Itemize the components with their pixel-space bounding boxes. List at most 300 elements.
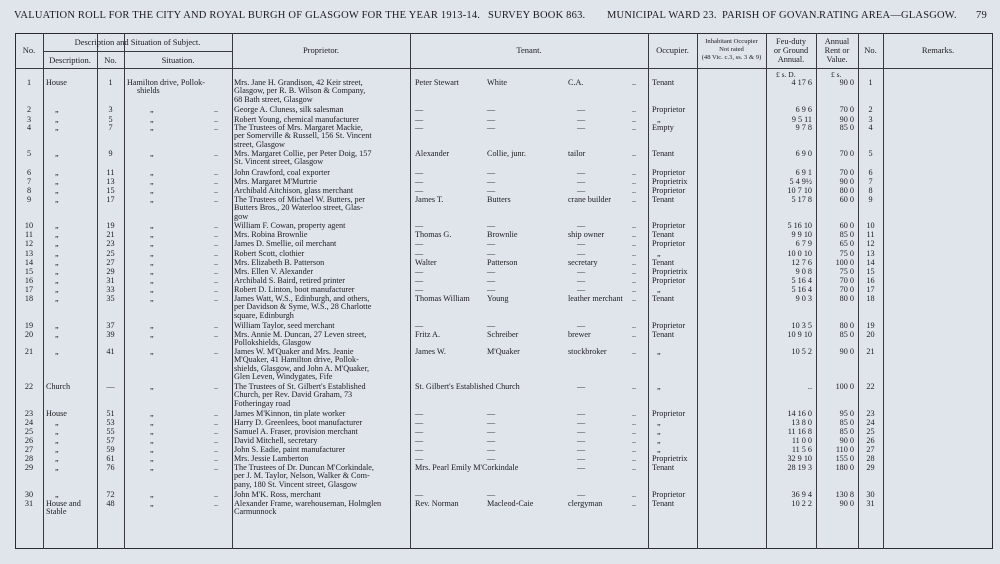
column-rule xyxy=(883,33,884,549)
description-cont: Stable xyxy=(46,507,67,516)
house-number: 31 xyxy=(106,276,115,285)
house-number: 41 xyxy=(106,347,115,356)
proprietor-line: Mrs. Jane H. Grandison, 42 Keir street, xyxy=(234,78,363,87)
occupier: Proprietor xyxy=(652,105,686,114)
house-number: 61 xyxy=(106,454,115,463)
description: „ xyxy=(55,177,59,186)
tenant-surname: — xyxy=(487,177,496,186)
entry-number: 23 xyxy=(24,409,34,418)
house-number: 35 xyxy=(106,294,115,303)
occupier: „ xyxy=(657,115,661,124)
tenant-surname: Collie, junr. xyxy=(487,149,526,158)
description: „ xyxy=(55,285,59,294)
proprietor-line: Mrs. Jessie Lamberton xyxy=(234,454,309,463)
proprietor-line: Butters Bros., 20 Waterloo street, Glas- xyxy=(234,203,363,213)
feu-duty: 6 9 0 xyxy=(795,149,812,158)
occupier: Proprietor xyxy=(652,186,686,195)
feu-duty: 11 0 0 xyxy=(791,436,812,445)
proprietor-line: per Davidson & Syme, W.S., 28 Charlotte xyxy=(234,302,372,312)
description: „ xyxy=(55,239,59,248)
tenant-designation: — xyxy=(577,436,586,445)
tenant-forename: James W. xyxy=(415,347,446,356)
col-inhabitant-line: Inhabitant Occupier xyxy=(705,38,758,45)
annual-rent: 85 0 xyxy=(839,230,854,239)
tenant-designation: brewer xyxy=(568,330,591,339)
leader-dots: .. xyxy=(632,258,637,267)
feu-units: £ s. D. xyxy=(776,70,796,79)
situation: „ xyxy=(150,490,154,499)
col-proprietor: Proprietor. xyxy=(302,45,340,55)
rent-units: £ s. xyxy=(831,70,842,79)
page-number: 79 xyxy=(976,10,987,21)
tenant-designation: stockbroker xyxy=(568,347,607,356)
entry-number: 9 xyxy=(26,195,32,204)
proprietor-line: Mrs. Annie M. Duncan, 27 Leven street, xyxy=(234,330,367,339)
situation: „ xyxy=(150,186,154,195)
proprietor-line: James D. Smellie, oil merchant xyxy=(234,239,337,248)
annual-rent: 60 0 xyxy=(839,195,854,204)
tenant-surname: M'Quaker xyxy=(487,347,520,356)
proprietor-line: George A. Cluness, silk salesman xyxy=(234,105,344,114)
leader-dots: .. xyxy=(632,321,637,330)
leader-dots: .. xyxy=(214,463,219,472)
situation: „ xyxy=(150,294,154,303)
entry-number-right: 27 xyxy=(866,445,875,454)
entry-number-right: 26 xyxy=(866,436,875,445)
col-rent-line: Value. xyxy=(826,55,848,64)
entry-number-right: 13 xyxy=(866,249,875,258)
annual-rent: 70 0 xyxy=(839,105,854,114)
entry-number: 25 xyxy=(24,427,34,436)
entry-number-right: 4 xyxy=(868,123,873,132)
description: House and xyxy=(46,499,81,508)
tenant-designation: — xyxy=(577,177,586,186)
tenant-surname: Macleod-Caie xyxy=(487,499,534,508)
description: „ xyxy=(55,249,59,258)
entry-number: 20 xyxy=(24,330,34,339)
leader-dots: .. xyxy=(632,168,637,177)
entry-number: 12 xyxy=(24,239,34,248)
annual-rent: 90 0 xyxy=(839,115,854,124)
annual-rent: 90 0 xyxy=(839,436,854,445)
entry-number: 27 xyxy=(24,445,34,454)
leader-dots: .. xyxy=(214,258,219,267)
proprietor-line: Harry D. Greenlees, boot manufacturer xyxy=(234,418,363,427)
annual-rent: 80 0 xyxy=(839,321,854,330)
proprietor-line: per Somerville & Russell, 156 St. Vincent xyxy=(234,131,372,141)
entry-number-right: 16 xyxy=(866,276,875,285)
occupier: „ xyxy=(657,285,661,294)
roll-title: VALUATION ROLL FOR THE CITY AND ROYAL BURGH OF GLASGOW FOR THE YEAR 1913-14. xyxy=(14,10,481,21)
proprietor-line: David Mitchell, secretary xyxy=(234,436,318,445)
proprietor-line: Glasgow, per R. B. Wilson & Company, xyxy=(234,86,366,96)
leader-dots: .. xyxy=(214,409,219,418)
tenant-designation: — xyxy=(577,186,586,195)
description: „ xyxy=(55,454,59,463)
entry-number: 18 xyxy=(24,294,34,303)
description: „ xyxy=(55,436,59,445)
col-inhabitant-line: (48 Vic. c.3, ss. 3 & 9) xyxy=(701,54,762,61)
leader-dots: .. xyxy=(214,294,219,303)
occupier: Proprietor xyxy=(652,321,686,330)
situation: „ xyxy=(150,230,154,239)
tenant-designation: clergyman xyxy=(568,499,603,508)
annual-rent: 95 0 xyxy=(839,409,854,418)
leader-dots: .. xyxy=(214,454,219,463)
leader-dots: .. xyxy=(214,418,219,427)
col-feu-line: Feu-duty xyxy=(776,37,806,46)
description: House xyxy=(46,78,67,87)
entry-number: 24 xyxy=(24,418,34,427)
situation: „ xyxy=(150,382,154,391)
tenant-forename: Walter xyxy=(415,258,437,267)
feu-duty: 5 17 8 xyxy=(791,195,812,204)
tenant-forename: — xyxy=(415,321,424,330)
leader-dots: .. xyxy=(632,436,637,445)
situation: „ xyxy=(150,463,154,472)
annual-rent: 70 0 xyxy=(839,149,854,158)
annual-rent: 65 0 xyxy=(839,239,854,248)
tenant-designation: — xyxy=(577,321,586,330)
house-number: 72 xyxy=(106,490,115,499)
situation: „ xyxy=(150,285,154,294)
occupier: Tenant xyxy=(652,149,675,158)
occupier: Proprietrix xyxy=(652,454,688,463)
proprietor-line: Mrs. Margaret Collie, per Peter Doig, 157 xyxy=(234,149,372,158)
column-rule xyxy=(816,33,817,549)
house-number: 21 xyxy=(106,230,115,239)
annual-rent: 90 0 xyxy=(839,499,854,508)
col-inhabitant-line: Not rated xyxy=(719,46,744,53)
situation: „ xyxy=(150,276,154,285)
tenant-surname: — xyxy=(487,115,496,124)
col-feu-line: Annual. xyxy=(777,55,805,64)
house-number: 48 xyxy=(106,499,115,508)
entry-number: 21 xyxy=(24,347,34,356)
proprietor-line: Samuel A. Fraser, provision merchant xyxy=(234,427,358,436)
leader-dots: .. xyxy=(632,427,637,436)
situation: Hamilton drive, Pollok- xyxy=(127,78,206,87)
annual-rent: 180 0 xyxy=(835,463,854,472)
proprietor-line: gow xyxy=(234,211,249,221)
occupier: Proprietor xyxy=(652,168,686,177)
entry-number-right: 8 xyxy=(868,186,873,195)
tenant-forename: Peter Stewart xyxy=(415,78,459,87)
situation: „ xyxy=(150,330,154,339)
feu-duty: 5 16 10 xyxy=(787,221,812,230)
tenant-designation: — xyxy=(577,267,586,276)
situation: „ xyxy=(150,436,154,445)
description: „ xyxy=(55,347,59,356)
description: Church xyxy=(46,382,71,391)
col-description: Description. xyxy=(49,55,91,65)
tenant-designation: — xyxy=(577,105,586,114)
house-number: 76 xyxy=(106,463,115,472)
column-rule xyxy=(410,33,411,549)
tenant-forename: — xyxy=(415,186,424,195)
proprietor-line: Robert Scott, clothier xyxy=(234,249,305,258)
col-rent-line: Rent or xyxy=(824,46,850,55)
leader-dots: .. xyxy=(214,445,219,454)
entry-number-right: 28 xyxy=(866,454,875,463)
feu-duty: 12 7 6 xyxy=(791,258,812,267)
entry-number-right: 23 xyxy=(866,409,875,418)
feu-duty: 10 3 5 xyxy=(791,321,812,330)
tenant-designation: — xyxy=(577,115,586,124)
tenant-forename: Thomas William xyxy=(415,294,470,303)
description: „ xyxy=(55,115,59,124)
occupier: „ xyxy=(657,382,661,391)
header-subrule xyxy=(43,51,232,52)
situation: „ xyxy=(150,149,154,158)
proprietor-line: Archibald S. Baird, retired printer xyxy=(234,276,345,285)
proprietor-line: St. Vincent street, Glasgow xyxy=(234,157,324,167)
entry-number-right: 11 xyxy=(866,230,875,239)
entry-number: 5 xyxy=(26,149,32,158)
house-number: 19 xyxy=(106,221,115,230)
proprietor-line: James Watt, W.S., Edinburgh, and others, xyxy=(234,294,370,303)
tenant-surname: — xyxy=(487,249,496,258)
col-rent-line: Annual xyxy=(824,37,850,46)
situation: „ xyxy=(150,168,154,177)
house-number: 11 xyxy=(106,168,115,177)
house-number: 5 xyxy=(108,115,113,124)
occupier: „ xyxy=(657,418,661,427)
occupier: Tenant xyxy=(652,294,675,303)
leader-dots: .. xyxy=(214,186,219,195)
proprietor-line: Pollokshields, Glasgow xyxy=(234,338,312,348)
feu-duty: 11 5 6 xyxy=(791,445,812,454)
leader-dots: .. xyxy=(632,454,637,463)
leader-dots: .. xyxy=(214,347,219,356)
tenant-surname: — xyxy=(487,186,496,195)
tenant-designation: — xyxy=(577,418,586,427)
entry-number: 8 xyxy=(26,186,32,195)
tenant-designation: leather merchant xyxy=(568,294,623,303)
tenant-forename: Thomas G. xyxy=(415,230,452,239)
entry-number-right: 2 xyxy=(868,105,873,114)
leader-dots: .. xyxy=(632,78,637,87)
occupier: Tenant xyxy=(652,330,675,339)
col-occupier: Occupier. xyxy=(656,45,689,55)
column-rule xyxy=(232,33,233,549)
proprietor-line: Mrs. Margaret M'Murtrie xyxy=(234,177,317,186)
tenant-designation: — xyxy=(577,249,586,258)
feu-duty: 5 16 4 xyxy=(791,276,812,285)
leader-dots: .. xyxy=(632,149,637,158)
leader-dots: .. xyxy=(632,490,637,499)
leader-dots: .. xyxy=(632,347,637,356)
leader-dots: .. xyxy=(632,285,637,294)
entry-number: 11 xyxy=(25,230,33,239)
annual-rent: 130 8 xyxy=(835,490,854,499)
entry-number-right: 1 xyxy=(868,78,873,87)
parish: PARISH OF GOVAN. xyxy=(722,10,820,21)
feu-duty: 10 9 10 xyxy=(787,330,812,339)
tenant-forename: Mrs. Pearl Emily M'Corkindale xyxy=(415,463,519,472)
feu-duty: 9 7 8 xyxy=(795,123,812,132)
annual-rent: 75 0 xyxy=(839,249,854,258)
tenant-surname: — xyxy=(487,427,496,436)
occupier: Tenant xyxy=(652,78,675,87)
entry-number-right: 15 xyxy=(866,267,875,276)
tenant-designation: — xyxy=(577,427,586,436)
house-number: 1 xyxy=(108,78,113,87)
annual-rent: 100 0 xyxy=(835,382,854,391)
description: „ xyxy=(55,490,59,499)
leader-dots: .. xyxy=(214,321,219,330)
occupier: Tenant xyxy=(652,258,675,267)
proprietor-line: Archibald Aitchison, glass merchant xyxy=(234,186,354,195)
entry-number: 31 xyxy=(24,499,34,508)
entry-number-right: 21 xyxy=(866,347,875,356)
leader-dots: .. xyxy=(214,285,219,294)
entry-number: 6 xyxy=(26,168,32,177)
tenant-forename: — xyxy=(415,454,424,463)
tenant-designation: — xyxy=(577,463,586,472)
proprietor-line: Mrs. Robina Brownlie xyxy=(234,230,308,239)
proprietor-line: James M'Kinnon, tin plate worker xyxy=(234,409,346,418)
house-number: 25 xyxy=(106,249,115,258)
entry-number-right: 25 xyxy=(866,427,875,436)
situation-cont: shields xyxy=(137,86,160,95)
house-number: 55 xyxy=(106,427,115,436)
entry-number: 7 xyxy=(26,177,32,186)
tenant-designation: secretary xyxy=(568,258,598,267)
annual-rent: 70 0 xyxy=(839,276,854,285)
leader-dots: .. xyxy=(632,239,637,248)
proprietor-line: street, Glasgow xyxy=(234,139,285,149)
house-number: 7 xyxy=(108,123,113,132)
leader-dots: .. xyxy=(214,239,219,248)
house-number: 29 xyxy=(106,267,115,276)
tenant-surname: — xyxy=(487,221,496,230)
feu-duty: .. xyxy=(807,382,812,391)
feu-duty: 14 16 0 xyxy=(787,409,812,418)
tenant-forename: — xyxy=(415,445,424,454)
tenant-forename: — xyxy=(415,418,424,427)
occupier: Proprietor xyxy=(652,276,686,285)
tenant-designation: C.A. xyxy=(568,78,584,87)
annual-rent: 155 0 xyxy=(835,454,854,463)
tenant-forename: — xyxy=(415,123,424,132)
proprietor-line: The Trustees of Dr. Duncan M'Corkindale, xyxy=(234,463,374,472)
tenant-forename: — xyxy=(415,436,424,445)
col-inhabitant xyxy=(697,38,766,62)
col-annual-rent xyxy=(816,37,858,64)
entry-number: 16 xyxy=(24,276,34,285)
feu-duty: 13 8 0 xyxy=(791,418,812,427)
annual-rent: 90 0 xyxy=(839,177,854,186)
col-number: No. xyxy=(104,55,117,65)
annual-rent: 70 0 xyxy=(839,168,854,177)
occupier: Proprietrix xyxy=(652,267,688,276)
annual-rent: 110 0 xyxy=(835,445,854,454)
col-feu-line: or Ground xyxy=(773,46,809,55)
leader-dots: .. xyxy=(214,115,219,124)
description: „ xyxy=(55,186,59,195)
leader-dots: .. xyxy=(632,230,637,239)
entry-number-right: 30 xyxy=(866,490,875,499)
house-number: 23 xyxy=(106,239,115,248)
description: „ xyxy=(55,195,59,204)
situation: „ xyxy=(150,499,154,508)
occupier: „ xyxy=(657,427,661,436)
proprietor-line: Glen Leven, Windygates, Fife xyxy=(234,372,333,382)
tenant-surname: — xyxy=(487,436,496,445)
tenant-forename: — xyxy=(415,285,424,294)
leader-dots: .. xyxy=(214,195,219,204)
tenant-designation: crane builder xyxy=(568,195,611,204)
proprietor-line: John M'K. Ross, merchant xyxy=(234,490,321,499)
proprietor-line: 68 Bath street, Glasgow xyxy=(234,94,313,104)
tenant-surname: — xyxy=(487,409,496,418)
tenant-designation: ship owner xyxy=(568,230,605,239)
rating-area: RATING AREA—GLASGOW. xyxy=(819,10,957,21)
feu-duty: 36 9 4 xyxy=(791,490,812,499)
leader-dots: .. xyxy=(632,123,637,132)
situation: „ xyxy=(150,115,154,124)
tenant-forename: — xyxy=(415,105,424,114)
tenant-forename: — xyxy=(415,267,424,276)
entry-number: 1 xyxy=(26,78,32,87)
tenant-forename: — xyxy=(415,239,424,248)
tenant-forename: Fritz A. xyxy=(415,330,441,339)
feu-duty: 10 5 2 xyxy=(791,347,812,356)
feu-duty: 6 9 6 xyxy=(795,105,812,114)
leader-dots: .. xyxy=(214,221,219,230)
tenant-forename: — xyxy=(415,168,424,177)
entry-number: 19 xyxy=(24,321,34,330)
entry-number-right: 5 xyxy=(868,149,873,158)
occupier: „ xyxy=(657,347,661,356)
house-number: 39 xyxy=(106,330,115,339)
occupier: Tenant xyxy=(652,230,675,239)
occupier: Proprietrix xyxy=(652,177,688,186)
proprietor-line: The Trustees of Mrs. Margaret Mackie, xyxy=(234,123,363,132)
house-number: 13 xyxy=(106,177,115,186)
occupier: Tenant xyxy=(652,463,675,472)
leader-dots: .. xyxy=(214,177,219,186)
entry-number: 4 xyxy=(26,123,32,132)
description: House xyxy=(46,409,67,418)
feu-duty: 9 0 3 xyxy=(795,294,812,303)
leader-dots: .. xyxy=(214,105,219,114)
proprietor-line: M'Quaker, 41 Hamilton drive, Pollok- xyxy=(234,355,359,365)
tenant-surname: — xyxy=(487,321,496,330)
situation: „ xyxy=(150,123,154,132)
tenant-designation: — xyxy=(577,168,586,177)
situation: „ xyxy=(150,258,154,267)
proprietor-line: pany, 180 St. Vincent street, Glasgow xyxy=(234,479,357,489)
entry-number-right: 18 xyxy=(866,294,875,303)
entry-number: 30 xyxy=(24,490,34,499)
leader-dots: .. xyxy=(632,294,637,303)
tenant-designation: — xyxy=(577,123,586,132)
leader-dots: .. xyxy=(214,168,219,177)
tenant-surname: — xyxy=(487,445,496,454)
feu-duty: 6 7 9 xyxy=(795,239,812,248)
proprietor-line: Church, per Rev. David Graham, 73 xyxy=(234,390,353,400)
annual-rent: 85 0 xyxy=(839,123,854,132)
tenant-designation: — xyxy=(577,382,586,391)
feu-duty: 10 7 10 xyxy=(787,186,812,195)
entry-number-right: 3 xyxy=(868,115,873,124)
col-situation: Situation. xyxy=(161,55,195,65)
tenant-forename: — xyxy=(415,177,424,186)
proprietor-line: Mrs. Ellen V. Alexander xyxy=(234,267,314,276)
tenant-surname: — xyxy=(487,418,496,427)
